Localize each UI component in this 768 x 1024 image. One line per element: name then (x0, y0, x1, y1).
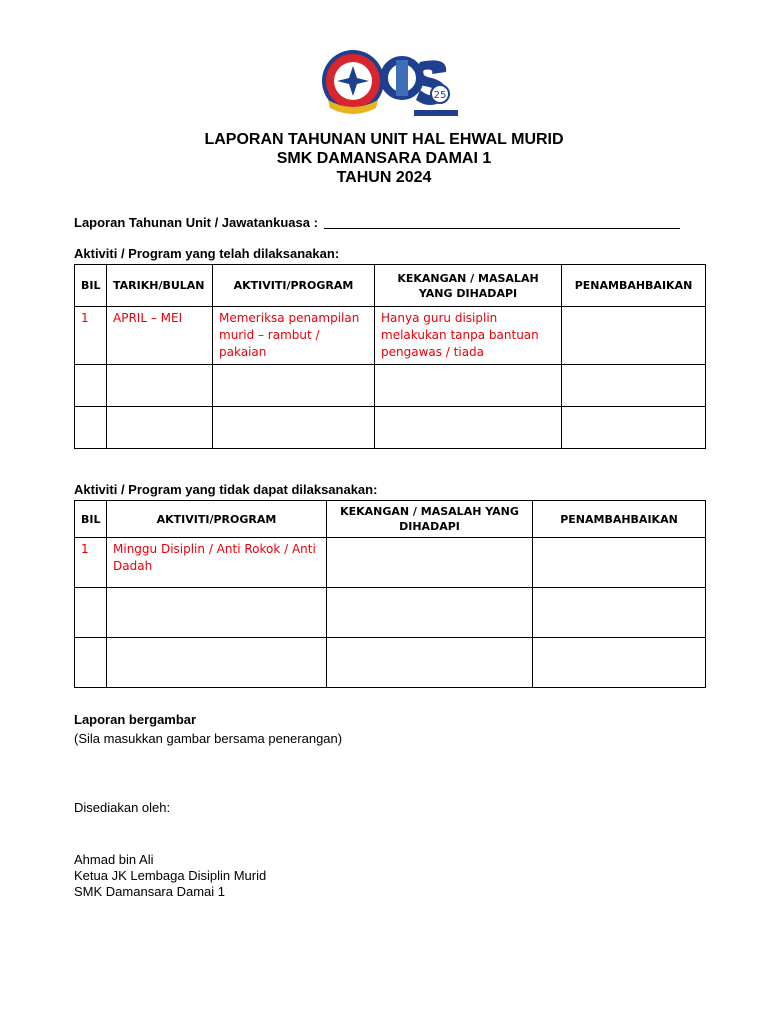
section1-heading: Aktiviti / Program yang telah dilaksanakan: (74, 246, 340, 261)
school-crest-icon (322, 50, 384, 114)
cell-bil[interactable]: 1 (75, 307, 107, 365)
svg-text:25: 25 (433, 90, 447, 101)
not-completed-activities-table (74, 500, 706, 688)
signatory-school: SMK Damansara Damai 1 (74, 884, 225, 899)
school-name: SMK DAMANSARA DAMAI 1 (276, 150, 492, 167)
table-row (75, 588, 706, 638)
header-logos (320, 48, 460, 122)
cell-improvement[interactable] (562, 407, 706, 449)
col-header-improvement: PENAMBAHBAIKAN (533, 501, 706, 538)
pictorial-heading: Laporan bergambar (74, 712, 197, 727)
cell-improvement[interactable] (533, 538, 706, 588)
col-header-constraints: KEKANGAN / MASALAH YANG DIHADAPI (375, 265, 562, 307)
table-header-row (75, 501, 706, 538)
signatory-name: Ahmad bin Ali (74, 852, 154, 867)
signatory-position: Ketua JK Lembaga Disiplin Murid (74, 868, 267, 883)
report-title: LAPORAN TAHUNAN UNIT HAL EHWAL MURID (204, 131, 564, 148)
cell-date[interactable] (107, 407, 213, 449)
table-row (75, 365, 706, 407)
completed-activities-table (74, 264, 706, 449)
pictorial-note: (Sila masukkan gambar bersama penerangan) (74, 731, 343, 746)
table-row (75, 307, 706, 365)
table-header-row (75, 265, 706, 307)
cell-bil[interactable]: 1 (75, 538, 107, 588)
unit-field (74, 215, 680, 230)
cell-activity[interactable] (213, 365, 375, 407)
cell-improvement[interactable] (533, 638, 706, 688)
cell-date[interactable]: APRIL – MEI (107, 307, 213, 365)
col-header-bil: BIL (75, 265, 107, 307)
cell-constraints[interactable] (327, 588, 533, 638)
table-row (75, 538, 706, 588)
cell-activity[interactable] (107, 588, 327, 638)
col-header-constraints: KEKANGAN / MASALAH YANG DIHADAPI (327, 501, 533, 538)
cell-activity[interactable]: Memeriksa penampilan murid – rambut / pakaian (213, 307, 375, 365)
col-header-improvement: PENAMBAHBAIKAN (562, 265, 706, 307)
unit-field-label: Laporan Tahunan Unit / Jawatankuasa : (74, 215, 318, 230)
cell-date[interactable] (107, 365, 213, 407)
col-header-activity: AKTIVITI/PROGRAM (107, 501, 327, 538)
col-header-activity: AKTIVITI/PROGRAM (213, 265, 375, 307)
cell-constraints[interactable] (327, 638, 533, 688)
report-year: TAHUN 2024 (336, 169, 432, 186)
cell-improvement[interactable] (562, 365, 706, 407)
ts25-logo-icon (384, 60, 458, 116)
logo-graphics (320, 48, 460, 122)
cell-bil[interactable] (75, 407, 107, 449)
cell-improvement[interactable] (562, 307, 706, 365)
table-row (75, 407, 706, 449)
cell-improvement[interactable] (533, 588, 706, 638)
title-block (0, 130, 768, 187)
cell-bil[interactable] (75, 365, 107, 407)
cell-bil[interactable] (75, 588, 107, 638)
cell-constraints[interactable]: Hanya guru disiplin melakukan tanpa bantuan pengawas / tiada (375, 307, 562, 365)
col-header-bil: BIL (75, 501, 107, 538)
cell-activity[interactable] (107, 638, 327, 688)
cell-bil[interactable] (75, 638, 107, 688)
section2-heading: Aktiviti / Program yang tidak dapat dilaksanakan: (74, 482, 378, 497)
table-row (75, 638, 706, 688)
prepared-by-label: Disediakan oleh: (74, 800, 171, 815)
cell-constraints[interactable] (375, 407, 562, 449)
cell-activity[interactable] (213, 407, 375, 449)
cell-constraints[interactable] (375, 365, 562, 407)
unit-field-blank[interactable] (324, 228, 680, 229)
col-header-date: TARIKH/BULAN (107, 265, 213, 307)
cell-constraints[interactable] (327, 538, 533, 588)
cell-activity[interactable]: Minggu Disiplin / Anti Rokok / Anti Dadah (107, 538, 327, 588)
